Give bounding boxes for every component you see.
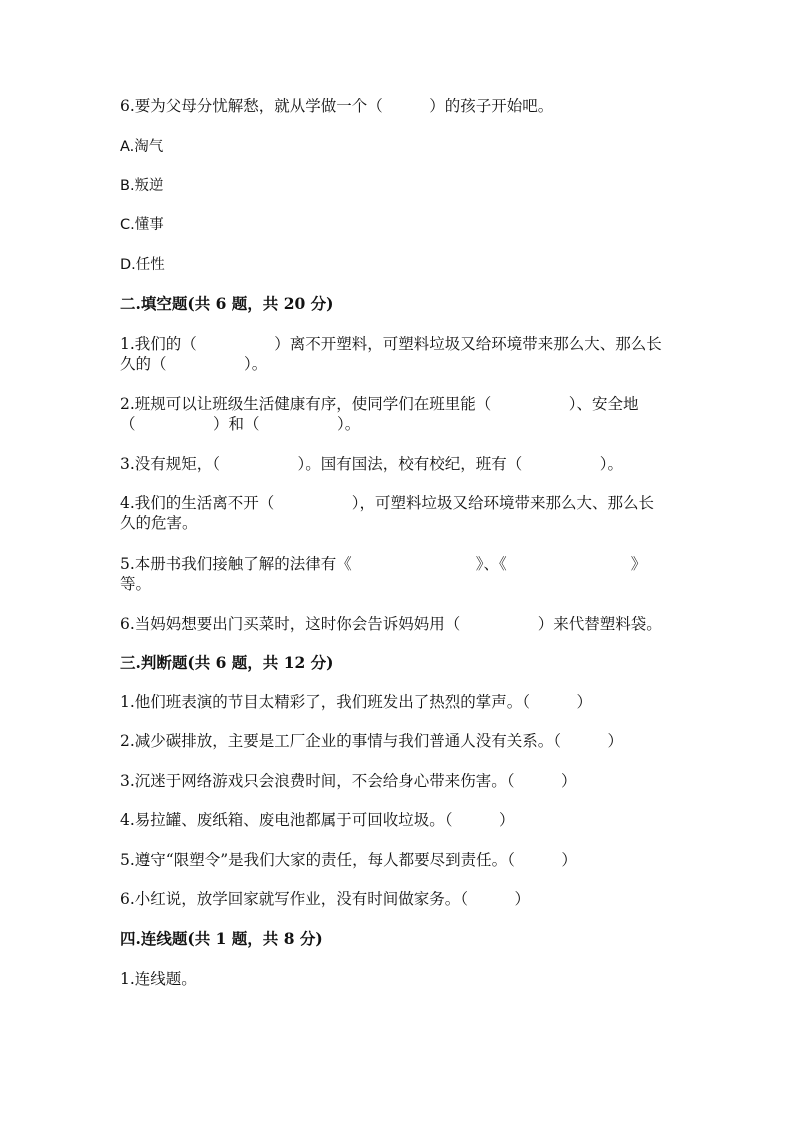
option-b: B.叛逆 <box>120 178 164 194</box>
option-a: A.淘气 <box>120 139 164 155</box>
section-2-heading: 二.填空题(共 6 题，共 20 分) <box>120 294 334 313</box>
judge-question-2: 2.减少碳排放，主要是工厂企业的事情与我们普通人没有关系。（ ） <box>120 732 624 750</box>
fill-question-2-line-2: （ ）和（ ）。 <box>120 415 361 433</box>
fill-question-2-line-1: 2.班规可以让班级生活健康有序，使同学们在班里能（ ）、安全地 <box>120 395 639 413</box>
fill-question-4-line-1: 4.我们的生活离不开（ ），可塑料垃圾又给环境带来那么大、那么长 <box>120 494 655 512</box>
judge-question-1: 1.他们班表演的节目太精彩了，我们班发出了热烈的掌声。（ ） <box>120 693 593 711</box>
choice-question-stem: 6.要为父母分忧解愁，就从学做一个（ ）的孩子开始吧。 <box>120 97 554 115</box>
fill-question-5-line-2: 等。 <box>120 575 152 593</box>
judge-question-5: 5.遵守“限塑令”是我们大家的责任，每人都要尽到责任。（ ） <box>120 851 577 869</box>
fill-question-3: 3.没有规矩，（ ）。国有国法，校有校纪，班有（ ）。 <box>120 455 624 473</box>
judge-question-4: 4.易拉罐、废纸箱、废电池都属于可回收垃圾。（ ） <box>120 811 515 829</box>
fill-question-1-line-1: 1.我们的（ ）离不开塑料，可塑料垃圾又给环境带来那么大、那么长 <box>120 335 662 353</box>
judge-question-6: 6.小红说，放学回家就写作业，没有时间做家务。（ ） <box>120 890 531 908</box>
section-3-heading: 三.判断题(共 6 题，共 12 分) <box>120 653 334 672</box>
judge-question-3: 3.沉迷于网络游戏只会浪费时间，不会给身心带来伤害。（ ） <box>120 772 577 790</box>
section-4-heading: 四.连线题(共 1 题，共 8 分) <box>120 929 323 948</box>
option-c: C.懂事 <box>120 217 164 233</box>
fill-question-4-line-2: 久的危害。 <box>120 514 198 532</box>
fill-question-6: 6.当妈妈想要出门买菜时，这时你会告诉妈妈用（ ）来代替塑料袋。 <box>120 615 662 633</box>
matching-question-1: 1.连线题。 <box>120 970 197 988</box>
fill-question-5-line-1: 5.本册书我们接触了解的法律有《 》、《 》 <box>120 555 647 573</box>
option-d: D.任性 <box>120 257 165 273</box>
fill-question-1-line-2: 久的（ ）。 <box>120 355 268 373</box>
